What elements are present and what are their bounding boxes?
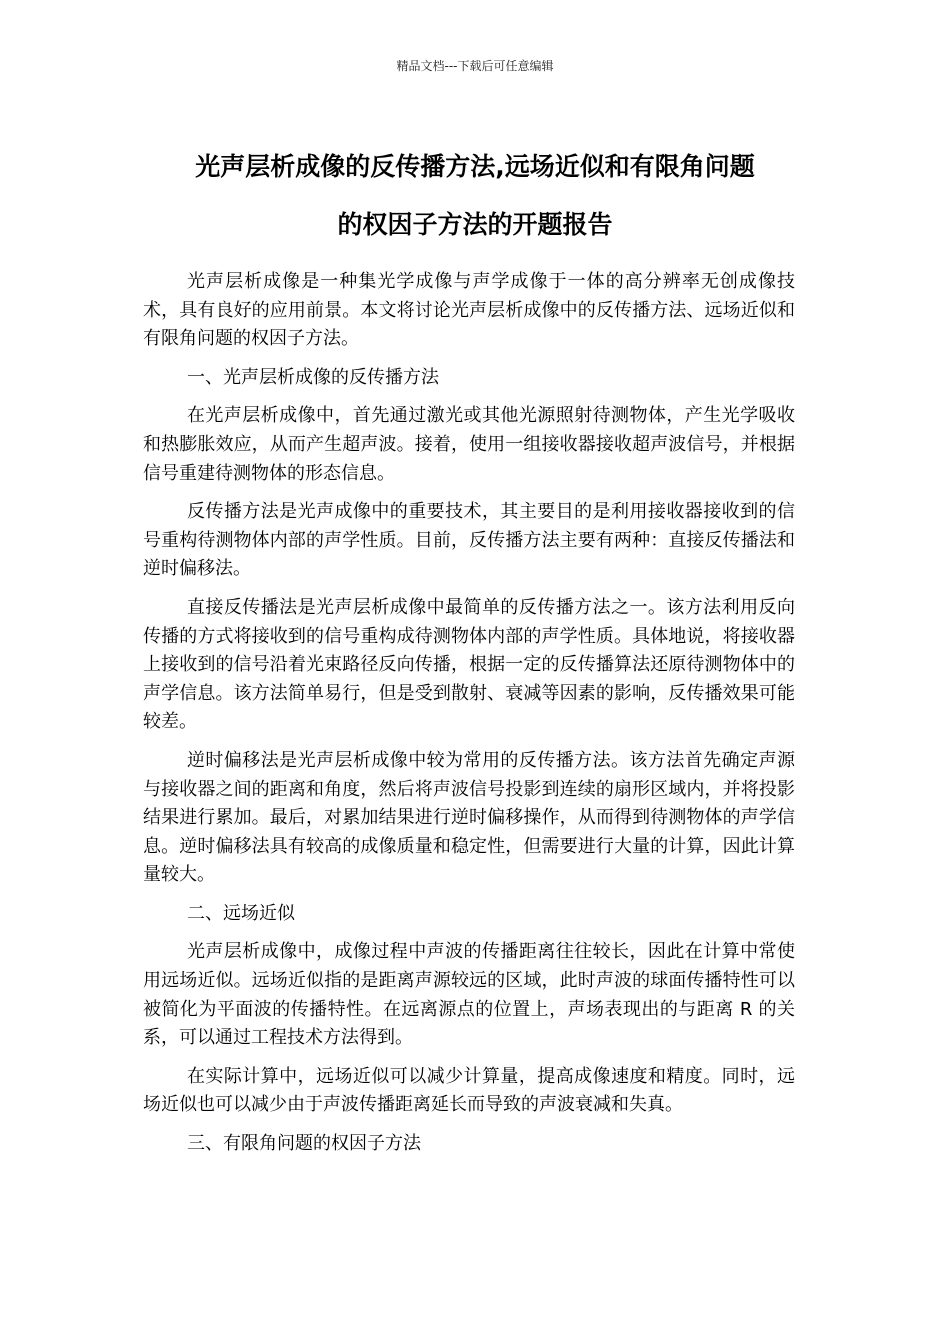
paragraph: 在实际计算中，远场近似可以减少计算量，提高成像速度和精度。同时，远场近似也可以减少由于声波传播距离延长而导致的声波衰减和失真。 bbox=[143, 1065, 795, 1116]
document-title bbox=[100, 138, 850, 254]
document-body bbox=[143, 268, 795, 1169]
paragraph: 反传播方法是光声成像中的重要技术，其主要目的是利用接收器接收到的信号重构待测物体内部的声学性质。目前，反传播方法主要有两种：直接反传播法和逆时偏移法。 bbox=[143, 501, 795, 580]
title-line-1: 光声层析成像的反传播方法,远场近似和有限角问题 bbox=[195, 152, 755, 181]
paragraph: 逆时偏移法是光声层析成像中较为常用的反传播方法。该方法首先确定声源与接收器之间的距离和角度，然后将声波信号投影到连续的扇形区域内，并将投影结果进行累加。最后，对累加结果进行逆时偏移操作，从而得到待测物体的声学信息。逆时偏移法具有较高的成像质量和稳定性，但需要进行大量的计算，因此计算量较大。 bbox=[143, 749, 795, 886]
section-heading-2: 二、远场近似 bbox=[187, 902, 295, 924]
intro-paragraph: 光声层析成像是一种集光学成像与声学成像于一体的高分辨率无创成像技术，具有良好的应用前景。本文将讨论光声层析成像中的反传播方法、远场近似和有限角问题的权因子方法。 bbox=[143, 271, 795, 350]
section-heading-3: 三、有限角问题的权因子方法 bbox=[187, 1133, 421, 1155]
paragraph: 直接反传播法是光声层析成像中最简单的反传播方法之一。该方法利用反向传播的方式将接收到的信号重构成待测物体内部的声学性质。具体地说，将接收器上接收到的信号沿着光束路径反向传播，根据一定的反传播算法还原待测物体中的声学信息。该方法简单易行，但是受到散射、衰减等因素的影响，反传播效果可能较差。 bbox=[143, 596, 795, 733]
paragraph: 在光声层析成像中，首先通过激光或其他光源照射待测物体，产生光学吸收和热膨胀效应，从而产生超声波。接着，使用一组接收器接收超声波信号，并根据信号重建待测物体的形态信息。 bbox=[143, 405, 795, 484]
paragraph: 光声层析成像中，成像过程中声波的传播距离往往较长，因此在计算中常使用远场近似。远场近似指的是距离声源较远的区域，此时声波的球面传播特性可以被简化为平面波的传播特性。在远离源点的位置上，声场表现出的与距离 R 的关系，可以通过工程技术方法得到。 bbox=[143, 941, 795, 1049]
title-line-2: 的权因子方法的开题报告 bbox=[337, 210, 613, 239]
section-heading-1: 一、光声层析成像的反传播方法 bbox=[187, 366, 439, 388]
header-note: 精品文档---下载后可任意编辑 bbox=[396, 59, 554, 73]
